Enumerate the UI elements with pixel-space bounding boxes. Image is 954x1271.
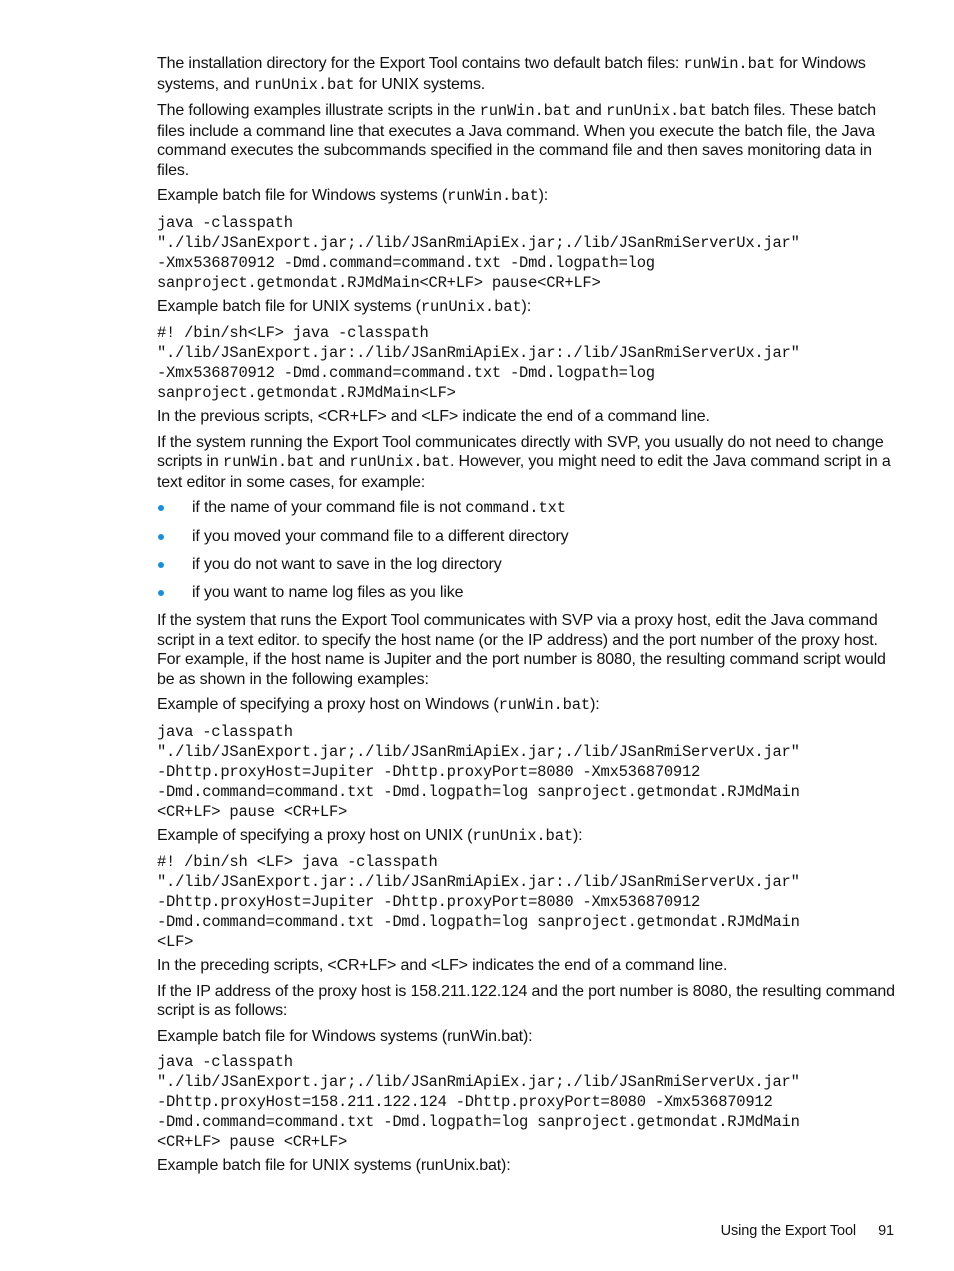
proxy-windows-caption bbox=[157, 695, 899, 716]
filename-runwin: runWin.bat bbox=[479, 102, 572, 120]
list-item bbox=[157, 555, 899, 575]
filename-command-txt: command.txt bbox=[465, 499, 566, 517]
list-item bbox=[157, 583, 899, 603]
filename-rununix: runUnix.bat bbox=[605, 102, 707, 120]
list-item bbox=[157, 498, 899, 519]
filename-runwin: runWin.bat bbox=[447, 187, 539, 205]
text-run: if you moved your command file to a different directory bbox=[192, 528, 569, 545]
text-run: for Windows systems, and bbox=[157, 55, 866, 93]
bullet-icon bbox=[158, 562, 164, 568]
ip-unix-caption: Example batch file for UNIX systems (runUnix.bat): bbox=[157, 1157, 511, 1174]
text-run: . However, you might need to edit the Java command script in a text editor in some cases, for example: bbox=[157, 453, 891, 491]
code-block-windows: java -classpath "./lib/JSanExport.jar;./lib/JSanRmiApiEx.jar;./lib/JSanRmiServerUx.jar" -Xmx536870912 -Dmd.command=command.txt -Dmd.logpath=log sanproject.getmondat.RJMdMain<CR+LF> pause<CR+LF> bbox=[157, 213, 800, 292]
bullet-icon bbox=[158, 505, 164, 511]
intro-paragraph bbox=[157, 54, 899, 95]
preceding-scripts-note: In the preceding scripts, <CR+LF> and <LF> indicates the end of a command line. bbox=[157, 957, 728, 974]
windows-example-caption bbox=[157, 186, 899, 207]
text-run: batch files. These batch files include a command line that executes a Java command. When you execute the batch file, the Java command executes the subcommands specified in the command file and then saves monitoring data in files. bbox=[157, 102, 877, 179]
page-footer bbox=[721, 1223, 894, 1239]
ip-address-paragraph: If the IP address of the proxy host is 158.211.122.124 and the port number is 8080, the resulting command script is as follows: bbox=[157, 982, 895, 1019]
examples-intro-paragraph bbox=[157, 101, 899, 180]
filename-rununix: runUnix.bat bbox=[349, 453, 450, 471]
text-run: and bbox=[571, 102, 606, 119]
text-run: if the name of your command file is not bbox=[192, 499, 466, 516]
filename-runwin: runWin.bat bbox=[498, 696, 591, 714]
text-run: Example batch file for Windows systems ( bbox=[157, 187, 448, 204]
text-run: ): bbox=[573, 826, 583, 844]
page-content bbox=[157, 54, 899, 1182]
text-run: for UNIX systems. bbox=[354, 75, 486, 93]
text-run: ): bbox=[590, 696, 600, 713]
ip-windows-caption: Example batch file for Windows systems (runWin.bat): bbox=[157, 1027, 533, 1045]
line-end-note: In the previous scripts, <CR+LF> and <LF> indicate the end of a command line. bbox=[157, 408, 710, 425]
bullet-icon bbox=[158, 590, 164, 596]
page-number: 91 bbox=[878, 1223, 894, 1239]
code-block-proxy-unix: #! /bin/sh <LF> java -classpath "./lib/JSanExport.jar:./lib/JSanRmiApiEx.jar:./lib/JSanRmiServerUx.jar" -Dhttp.proxyHost=Jupiter -Dhttp.proxyPort=8080 -Xmx536870912 -Dmd.command=command.txt -Dmd.logpath=log sanproject.getmondat.RJMdMain <LF> bbox=[157, 853, 800, 951]
filename-runwin: runWin.bat bbox=[683, 55, 776, 73]
text-run: If the system running the Export Tool communicates directly with SVP, you usually do not need to change scripts in bbox=[157, 433, 884, 470]
code-block-unix: #! /bin/sh<LF> java -classpath "./lib/JSanExport.jar:./lib/JSanRmiApiEx.jar:./lib/JSanRmiServerUx.jar" -Xmx536870912 -Dmd.command=command.txt -Dmd.logpath=log sanproject.getmondat.RJMdMain<LF> bbox=[157, 324, 800, 402]
text-run: ): bbox=[538, 187, 549, 204]
text-run: ): bbox=[521, 297, 532, 315]
filename-rununix: runUnix.bat bbox=[420, 297, 522, 316]
text-run: if you do not want to save in the log directory bbox=[192, 556, 502, 573]
text-run: The installation directory for the Export Tool contains two default batch files: bbox=[157, 55, 684, 72]
code-block-ip-windows: java -classpath "./lib/JSanExport.jar;./lib/JSanRmiApiEx.jar;./lib/JSanRmiServerUx.jar" -Dhttp.proxyHost=158.211.122.124 -Dhttp.proxyPort=8080 -Xmx536870912 -Dmd.command=command.txt -Dmd.logpath=log sanproject.getmondat.RJMdMain <CR+LF> pause <CR+LF> bbox=[157, 1053, 800, 1151]
bullet-list bbox=[157, 498, 899, 603]
list-item bbox=[157, 527, 899, 547]
code-block-proxy-windows: java -classpath "./lib/JSanExport.jar;./lib/JSanRmiApiEx.jar;./lib/JSanRmiServerUx.jar" -Dhttp.proxyHost=Jupiter -Dhttp.proxyPort=8080 -Xmx536870912 -Dmd.command=command.txt -Dmd.logpath=log sanproject.getmondat.RJMdMain <CR+LF> pause <CR+LF> bbox=[157, 722, 800, 821]
text-run: Example of specifying a proxy host on Windows ( bbox=[157, 696, 499, 713]
text-run: and bbox=[314, 453, 350, 470]
unix-example-caption bbox=[157, 297, 899, 318]
filename-rununix: runUnix.bat bbox=[472, 826, 573, 845]
text-run: Example batch file for UNIX systems ( bbox=[157, 297, 421, 315]
text-run: The following examples illustrate scripts in the bbox=[157, 102, 480, 119]
bullet-icon bbox=[158, 534, 164, 540]
filename-rununix: runUnix.bat bbox=[253, 75, 355, 94]
text-run: Example of specifying a proxy host on UNIX ( bbox=[157, 826, 473, 844]
proxy-unix-caption bbox=[157, 826, 899, 847]
text-run: if you want to name log files as you like bbox=[192, 584, 464, 601]
footer-section-title: Using the Export Tool bbox=[720, 1223, 857, 1239]
svp-direct-paragraph bbox=[157, 433, 899, 493]
filename-runwin: runWin.bat bbox=[222, 453, 315, 471]
proxy-paragraph: If the system that runs the Export Tool communicates with SVP via a proxy host, edit the Java command script in a text editor. to specify the host name (or the IP address) and the port number of the proxy host. For example, if the host name is Jupiter and the port number is 8080, the resulting command script would be as shown in the following examples: bbox=[157, 612, 886, 688]
